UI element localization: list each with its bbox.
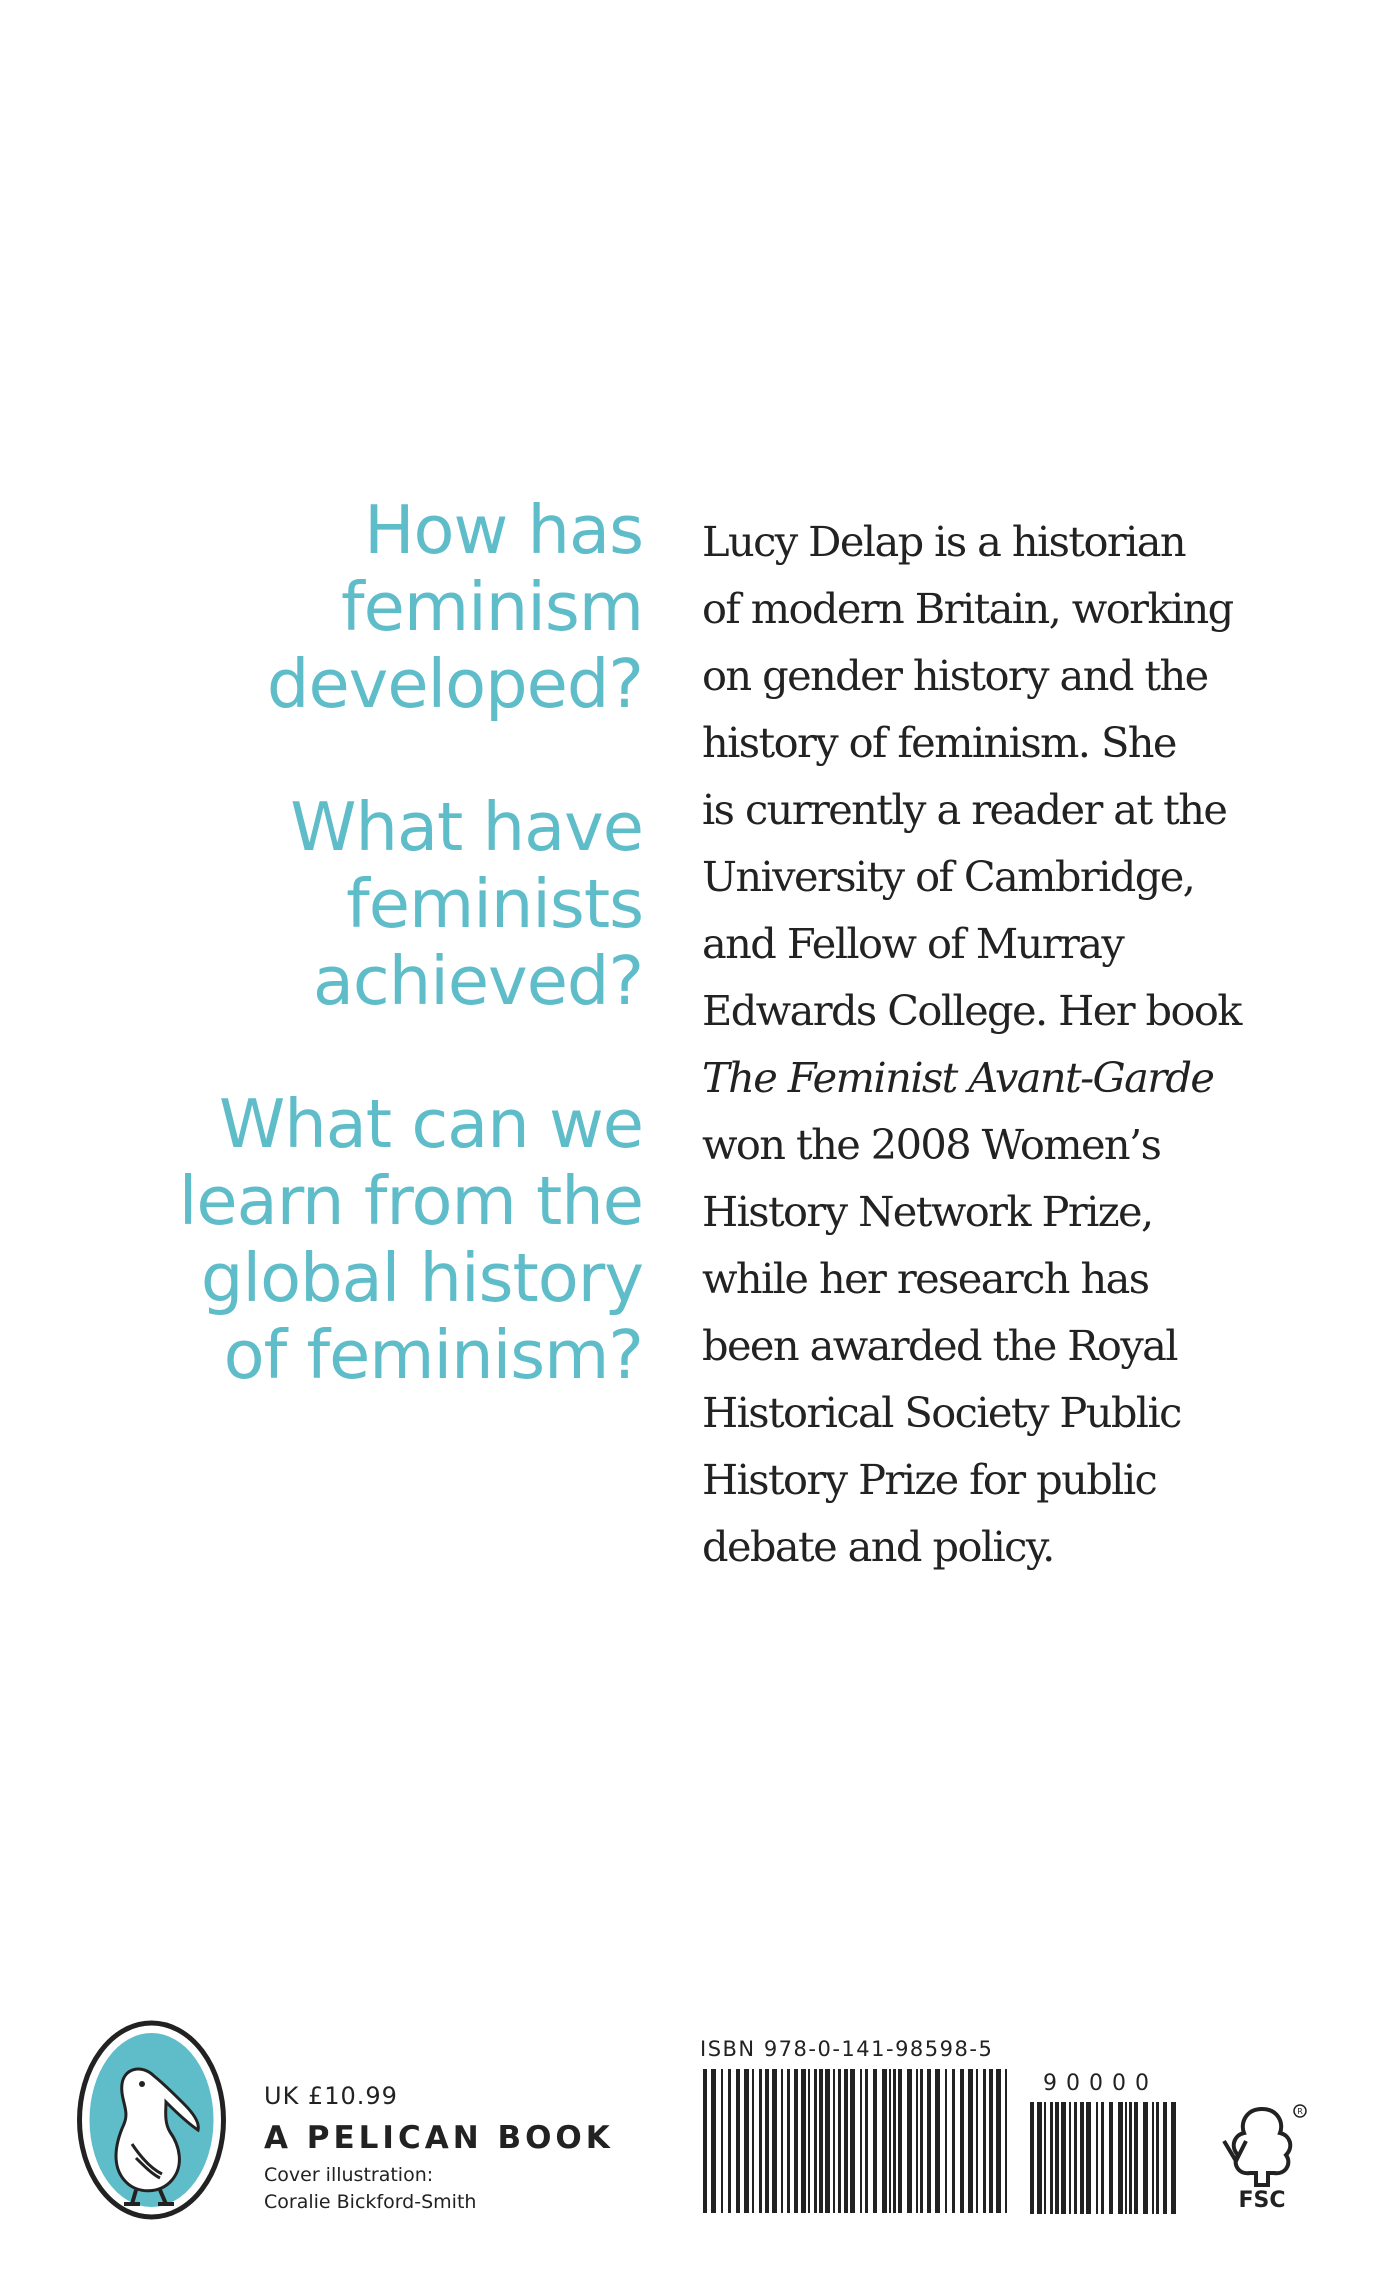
barcode-bar	[927, 2069, 931, 2213]
question-line: What can we	[218, 1085, 643, 1163]
question-3	[100, 1086, 643, 1394]
question-line: global history	[200, 1239, 643, 1317]
barcode-bar	[1129, 2102, 1132, 2214]
barcode-bar	[759, 2069, 762, 2213]
credit-label: Cover illustration:	[264, 2164, 434, 2186]
barcode-bar	[1096, 2102, 1098, 2214]
barcode-bar	[844, 2069, 848, 2213]
bio-line: while her research has	[702, 1254, 1149, 1303]
fsc-logo-icon	[1216, 2101, 1308, 2213]
barcode-bar	[976, 2069, 978, 2213]
barcode-bar	[1171, 2102, 1176, 2214]
barcode-bar	[711, 2069, 716, 2213]
barcode-bar	[1005, 2069, 1007, 2213]
barcode-bar	[781, 2069, 783, 2213]
question-line: feminism	[341, 568, 643, 646]
bio-line: Historical Society Public	[702, 1388, 1181, 1437]
barcode-bar	[1118, 2102, 1123, 2214]
barcode-bar	[825, 2069, 830, 2213]
barcode-bar	[960, 2069, 964, 2213]
imprint-name: A PELICAN BOOK	[264, 2120, 614, 2156]
bio-line: Lucy Delap is a historian	[702, 517, 1186, 566]
barcode-bar	[728, 2069, 731, 2213]
barcode-bar	[1101, 2102, 1104, 2214]
book-title: The Feminist Avant-Garde	[702, 1053, 1214, 1102]
barcode-bar	[814, 2069, 817, 2213]
barcode-bar	[860, 2069, 862, 2213]
barcode-bar	[838, 2069, 841, 2213]
barcode-bar	[889, 2069, 891, 2213]
barcode-bar	[765, 2069, 769, 2213]
barcode-bar	[808, 2069, 810, 2213]
barcode-bar	[1069, 2102, 1071, 2214]
barcode-bar	[1125, 2102, 1127, 2214]
barcode-bar	[1143, 2102, 1148, 2214]
publisher-info	[264, 2082, 614, 2216]
barcode-bar	[772, 2069, 777, 2213]
barcode-bar	[945, 2069, 947, 2213]
barcode-bar	[873, 2069, 877, 2213]
barcode-bar	[882, 2069, 887, 2213]
barcode-bar	[801, 2069, 806, 2213]
barcode-bar	[1152, 2102, 1154, 2214]
question-line: feminists	[346, 865, 643, 943]
bio-line: on gender history and the	[702, 651, 1208, 700]
bio-line: history of feminism. She	[702, 718, 1176, 767]
author-bio	[702, 508, 1262, 1580]
barcode-bar	[1109, 2102, 1113, 2214]
question-line: What have	[290, 788, 643, 866]
bio-line: Edwards College. Her book	[702, 986, 1241, 1035]
question-2	[100, 789, 643, 1020]
barcode-bar	[850, 2069, 855, 2213]
barcode-bar	[952, 2069, 955, 2213]
bio-line: University of Cambridge,	[702, 852, 1195, 901]
barcode-bar	[920, 2069, 923, 2213]
barcode-bar	[787, 2069, 790, 2213]
barcode-bar	[1044, 2102, 1046, 2214]
price: UK £10.99	[264, 2082, 398, 2110]
barcode-bar	[916, 2069, 918, 2213]
question-line: learn from the	[178, 1162, 643, 1240]
barcode-addon-icon	[1030, 2102, 1176, 2214]
question-line: developed?	[266, 645, 643, 723]
fsc-label: FSC	[1238, 2188, 1286, 2213]
barcode-bar	[898, 2069, 902, 2213]
barcode-bar	[865, 2069, 868, 2213]
credit-name: Coralie Bickford-Smith	[264, 2191, 477, 2213]
barcode-bar	[989, 2069, 993, 2213]
barcode-icon	[703, 2069, 1015, 2213]
barcode-bar	[1055, 2102, 1059, 2214]
barcode-bar	[1030, 2102, 1034, 2214]
bio-line: won the 2008 Women’s	[702, 1120, 1161, 1169]
barcode-bar	[721, 2069, 723, 2213]
bio-line: debate and policy.	[702, 1522, 1054, 1571]
question-line: of feminism?	[223, 1316, 643, 1394]
barcode-bar	[1061, 2102, 1066, 2214]
barcode-bar	[1050, 2102, 1053, 2214]
barcode-bar	[935, 2069, 940, 2213]
barcode-bar	[1080, 2102, 1084, 2214]
bio-line: of modern Britain, working	[702, 584, 1233, 633]
barcode-bar	[1037, 2102, 1042, 2214]
barcode-bar	[1086, 2102, 1091, 2214]
bio-line: is currently a reader at the	[702, 785, 1227, 834]
barcode-bar	[1163, 2102, 1167, 2214]
barcode-bar	[893, 2069, 896, 2213]
barcode-bar	[703, 2069, 707, 2213]
barcode-bar	[1134, 2102, 1138, 2214]
barcode-bar	[983, 2069, 986, 2213]
barcode-bar	[744, 2069, 749, 2213]
barcode-bar	[1156, 2102, 1159, 2214]
isbn-text: ISBN 978-0-141-98598-5	[700, 2037, 994, 2061]
barcode-bar	[736, 2069, 740, 2213]
bio-line: and Fellow of Murray	[702, 919, 1124, 968]
barcode-bar	[833, 2069, 835, 2213]
barcode-bar	[968, 2069, 973, 2213]
svg-text:R: R	[1297, 2107, 1303, 2116]
question-line: How has	[364, 491, 643, 569]
back-cover-questions	[100, 492, 643, 1460]
barcode-bar	[752, 2069, 754, 2213]
cover-credit	[264, 2162, 614, 2216]
barcode-bar	[819, 2069, 823, 2213]
question-line: achieved?	[312, 942, 643, 1020]
barcode-bar	[996, 2069, 1001, 2213]
barcode-bar	[794, 2069, 798, 2213]
pelican-logo-icon	[74, 2018, 229, 2222]
bio-line: History Prize for public	[702, 1455, 1157, 1504]
barcode-bar	[907, 2069, 912, 2213]
barcode-bar	[1074, 2102, 1077, 2214]
bio-line: been awarded the Royal	[702, 1321, 1177, 1370]
price-addon-number: 90000	[1043, 2071, 1158, 2096]
question-1	[100, 492, 643, 723]
bio-line: History Network Prize,	[702, 1187, 1153, 1236]
